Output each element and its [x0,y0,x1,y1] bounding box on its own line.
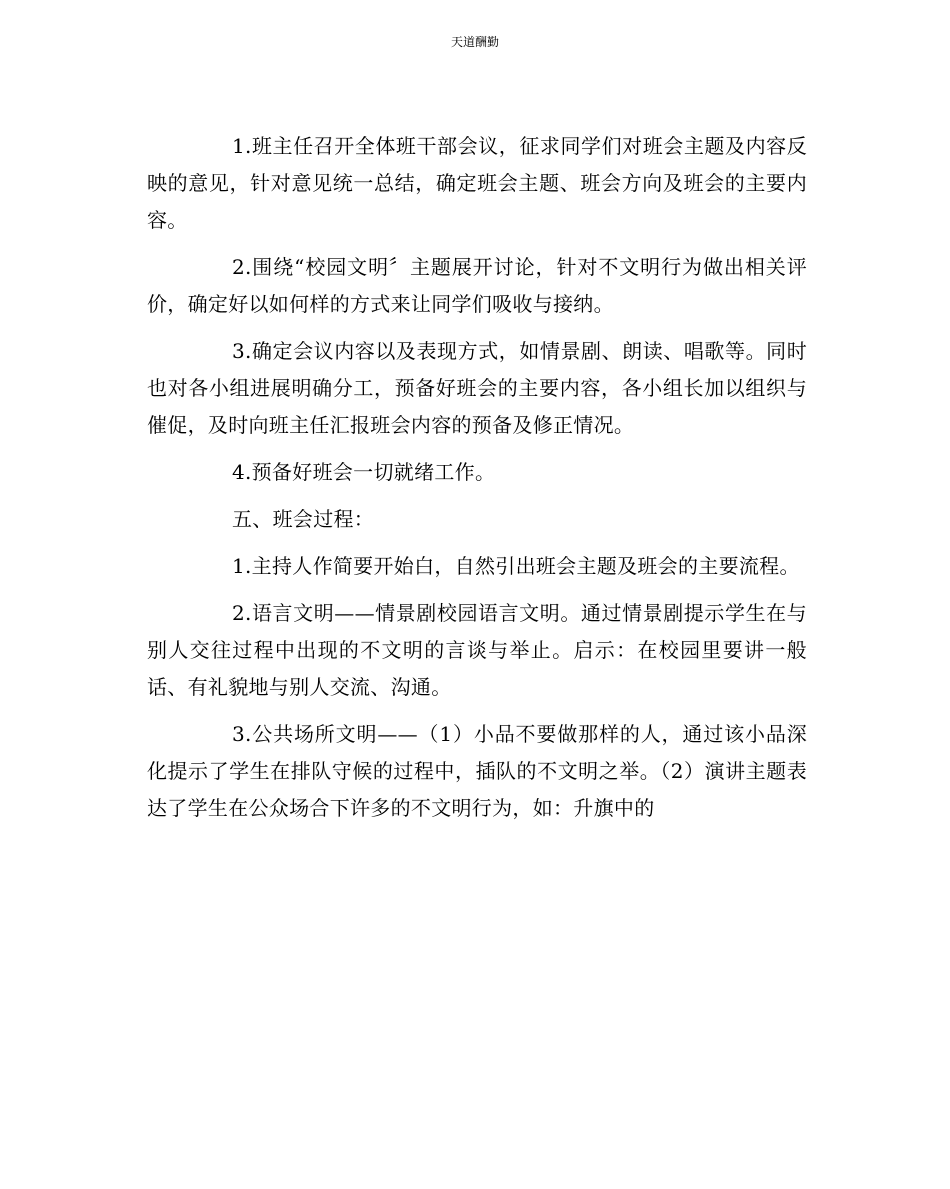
section-heading-process: 五、班会过程： [232,507,375,531]
paragraph-prep-4: 4.预备好班会一切就绪工作。 [232,460,496,484]
document-body [147,128,807,827]
paragraph-process-1: 1.主持人作简要开始白，自然引出班会主题及班会的主要流程。 [232,554,800,578]
paragraph-process-2: 2.语言文明——情景剧校园语言文明。通过情景剧提示学生在与别人交往过程中出现的不文明的言谈与举止。启示：在校园里要讲一般话、有礼貌地与别人交流、沟通。 [147,601,807,699]
page-header: 天道酬勤 [450,35,499,49]
paragraph-prep-3: 3.确定会议内容以及表现方式，如情景剧、朗读、唱歌等。同时也对各小组进展明确分工，预备好班会的主要内容，各小组长加以组织与催促，及时向班主任汇报班会内容的预备及修正情况。 [147,339,807,437]
paragraph-process-3: 3.公共场所文明——（1）小品不要做那样的人，通过该小品深化提示了学生在排队守候的过程中，插队的不文明之举。（2）演讲主题表达了学生在公众场合下许多的不文明行为，如：升旗中的 [147,722,807,820]
paragraph-prep-2: 2.围绕“校园文明〞主题展开讨论，针对不文明行为做出相关评价，确定好以如何样的方式来让同学们吸收与接纳。 [147,255,807,316]
paragraph-prep-1: 1.班主任召开全体班干部会议，征求同学们对班会主题及内容反映的意见，针对意见统一总结，确定班会主题、班会方向及班会的主要内容。 [147,134,807,232]
